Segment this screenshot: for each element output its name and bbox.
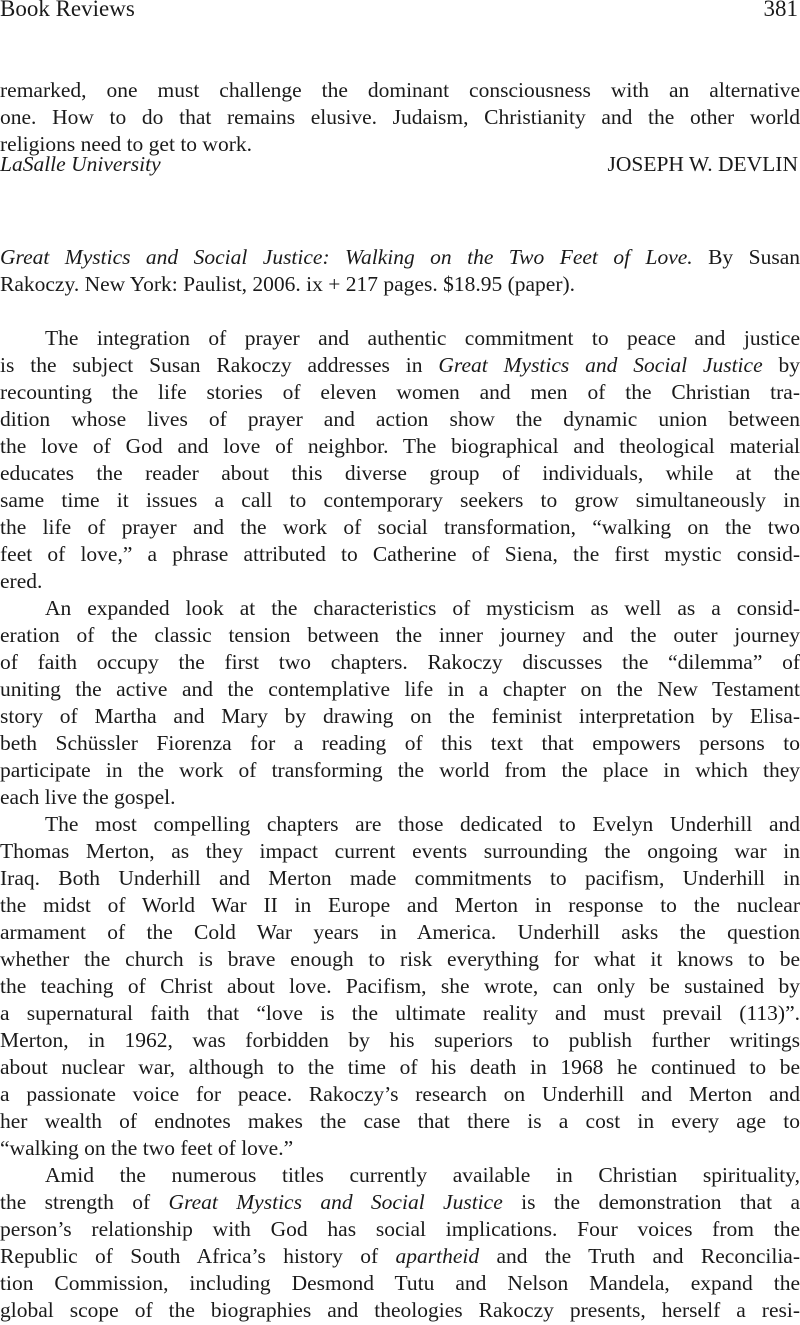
text-line: “walking on the two feet of love.”: [0, 1136, 294, 1160]
running-head: [0, 0, 800, 24]
citation-line-1: Great Mystics and Social Justice: Walking on the Two Feet of Love. By Susan: [0, 245, 800, 269]
book-title: Great Mystics and Social Justice: Walking on the Two Feet of Love.: [0, 245, 693, 269]
text-line: each live the gospel.: [0, 785, 176, 809]
text-line: eration of the classic tension between the inner journey and the outer journey: [0, 623, 800, 647]
text-line: tion Commission, including Desmond Tutu and Nelson Mandela, expand the: [0, 1271, 800, 1295]
text-line: Thomas Merton, as they impact current events surrounding the ongoing war in: [0, 839, 800, 863]
text-line: is the subject Susan Rakoczy addresses in Great Mystics and Social Justice by: [0, 353, 800, 377]
text-line: participate in the work of transforming the world from the place in which they: [0, 758, 800, 782]
text-line: of faith occupy the first two chapters. Rakoczy discusses the “dilemma” of: [0, 650, 800, 674]
text-line: story of Martha and Mary by drawing on the feminist interpretation by Elisa-: [0, 704, 800, 728]
page-number: 381: [763, 0, 798, 21]
text-line: about nuclear war, although to the time of his death in 1968 he continued to be: [0, 1055, 800, 1079]
book-title-ref: Great Mystics and Social Justice: [438, 353, 763, 377]
text-line: recounting the life stories of eleven women and men of the Christian tra-: [0, 380, 800, 404]
text-line: The integration of prayer and authentic commitment to peace and justice: [45, 326, 800, 350]
text-line: armament of the Cold War years in America. Underhill asks the question: [0, 920, 800, 944]
citation-line-2: Rakoczy. New York: Paulist, 2006. ix + 217 pages. $18.95 (paper).: [0, 272, 576, 296]
text-line: Merton, in 1962, was forbidden by his superiors to publish further writings: [0, 1028, 800, 1052]
running-head-title: Book Reviews: [0, 0, 135, 21]
text-line: educates the reader about this diverse group of individuals, while at the: [0, 461, 800, 485]
text-line: The most compelling chapters are those dedicated to Evelyn Underhill and: [45, 812, 800, 836]
reviewer-affiliation: LaSalle University: [0, 152, 161, 176]
text-line: same time it issues a call to contemporary seekers to grow simultaneously in: [0, 488, 800, 512]
text-line: religions need to get to work.: [0, 132, 252, 156]
text-line: her wealth of endnotes makes the case that there is a cost in every age to: [0, 1109, 800, 1133]
text-line: the love of God and love of neighbor. The biographical and theological material: [0, 434, 800, 458]
text-line: Republic of South Africa’s history of apartheid and the Truth and Reconcilia-: [0, 1244, 800, 1268]
text-line: Iraq. Both Underhill and Merton made commitments to pacifism, Underhill in: [0, 866, 800, 890]
text-line: beth Schüssler Fiorenza for a reading of this text that empowers persons to: [0, 731, 800, 755]
text-line: person’s relationship with God has social implications. Four voices from the: [0, 1217, 800, 1241]
emphasis-apartheid: apartheid: [395, 1244, 480, 1268]
text-line: An expanded look at the characteristics of mysticism as well as a consid-: [45, 596, 800, 620]
text-line: the teaching of Christ about love. Pacifism, she wrote, can only be sustained by: [0, 974, 800, 998]
text-line: a supernatural faith that “love is the ultimate reality and must prevail (113)”.: [0, 1001, 800, 1025]
text-line: one. How to do that remains elusive. Judaism, Christianity and the other world: [0, 105, 800, 129]
text-line: the strength of Great Mystics and Social Justice is the demonstration that a: [0, 1190, 800, 1214]
text-line: dition whose lives of prayer and action show the dynamic union between: [0, 407, 800, 431]
text-line: remarked, one must challenge the dominant consciousness with an alternative: [0, 78, 800, 102]
text-line: the life of prayer and the work of social transformation, “walking on the two: [0, 515, 800, 539]
reviewer-name: JOSEPH W. DEVLIN: [607, 152, 798, 176]
text-line: whether the church is brave enough to risk everything for what it knows to be: [0, 947, 800, 971]
text-line: global scope of the biographies and theologies Rakoczy presents, herself a resi-: [0, 1298, 800, 1322]
text-line: a passionate voice for peace. Rakoczy’s research on Underhill and Merton and: [0, 1082, 800, 1106]
book-title-ref: Great Mystics and Social Justice: [168, 1190, 503, 1214]
text-line: the midst of World War II in Europe and Merton in response to the nuclear: [0, 893, 800, 917]
text-line: ered.: [0, 569, 43, 593]
text-line: uniting the active and the contemplative life in a chapter on the New Testament: [0, 677, 800, 701]
text-line: Amid the numerous titles currently available in Christian spirituality,: [45, 1163, 800, 1187]
text-line: feet of love,” a phrase attributed to Catherine of Siena, the first mystic consid-: [0, 542, 800, 566]
